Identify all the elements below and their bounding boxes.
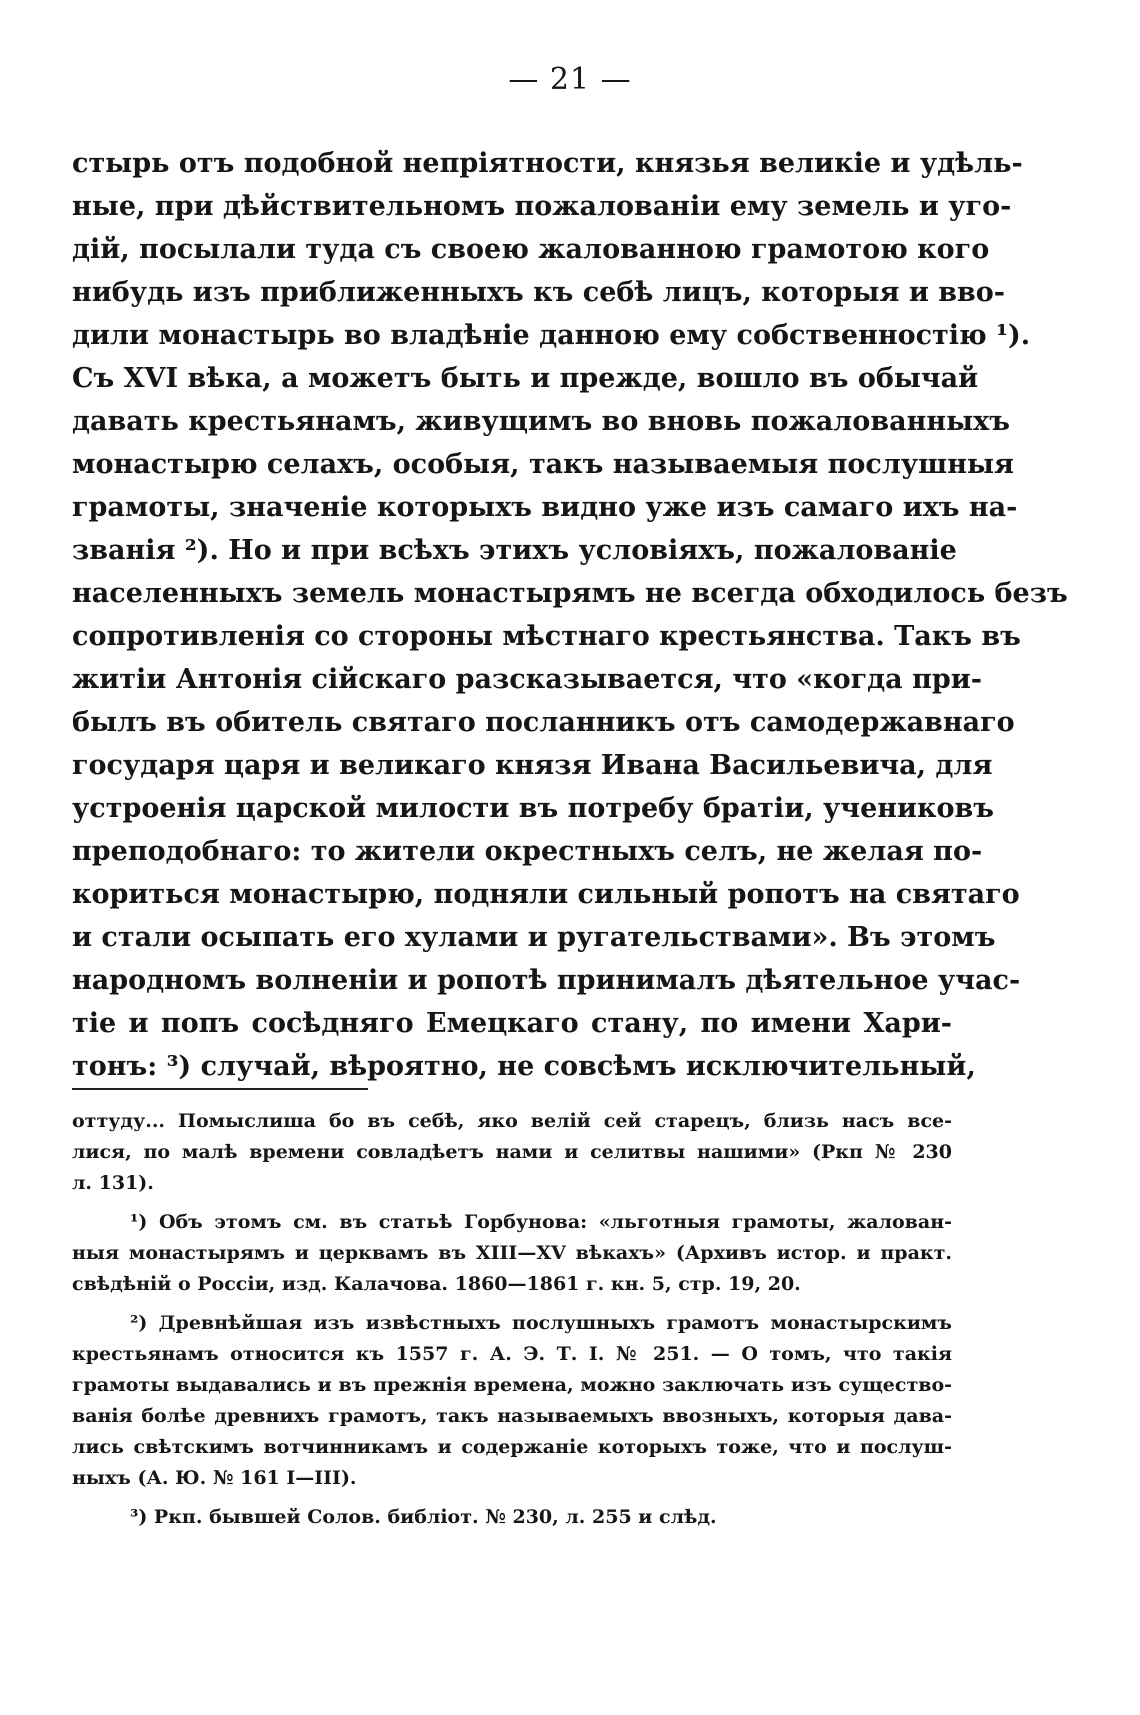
body-line: грамоты, значеніе которыхъ видно уже изъ самаго ихъ на- — [72, 492, 1018, 523]
footnote-line: ¹) Объ этомъ см. въ статьѣ Горбунова: «льготныя грамоты, жалован- — [130, 1211, 952, 1233]
footnote-line: крестьянамъ относится къ 1557 г. А. Э. Т. I. № 251. — О томъ, что такія — [72, 1343, 952, 1365]
footnote-line: свѣдѣній о Россіи, изд. Калачова. 1860—1861 г. кн. 5, стр. 19, 20. — [72, 1273, 801, 1295]
footnote-line: л. 131). — [72, 1172, 154, 1194]
footnote-3 — [72, 1502, 952, 1533]
body-line: званія ²). Но и при всѣхъ этихъ условіяхъ, пожалованіе — [72, 535, 957, 566]
footnote-line: лись свѣтскимъ вотчинникамъ и содержаніе которыхъ тоже, что и послуш- — [72, 1436, 952, 1458]
footnote-line: ³) Ркп. бывшей Солов. библіот. № 230, л. 255 и слѣд. — [130, 1506, 717, 1528]
footnote-1 — [72, 1207, 952, 1300]
footnote-line: ²) Древнѣйшая изъ извѣстныхъ послушныхъ грамотъ монастырскимъ — [130, 1312, 952, 1334]
footnote-line: оттуду... Помыслиша бо въ себѣ, яко велій сей старецъ, близь насъ все- — [72, 1110, 952, 1132]
footnote-separator — [72, 1088, 368, 1090]
footnote-line: грамоты выдавались и въ прежнія времена, можно заключать изъ существо- — [72, 1374, 952, 1396]
body-line: народномъ волненіи и ропотѣ принималъ дѣятельное учас- — [72, 965, 1021, 996]
footnote-line: лися, по малѣ времени совладѣетъ нами и селитвы нашими» (Ркп № 230 — [72, 1141, 952, 1163]
footnotes — [72, 1106, 952, 1533]
body-line: устроенія царской милости въ потребу братіи, учениковъ — [72, 793, 995, 824]
body-line: ные, при дѣйствительномъ пожалованіи ему земель и уго- — [72, 191, 1012, 222]
body-line: дили монастырь во владѣніе данною ему собственностію ¹). — [72, 320, 1031, 351]
body-line: кориться монастырю, подняли сильный ропотъ на святаго — [72, 879, 1020, 910]
body-line: монастырю селахъ, особыя, такъ называемыя послушныя — [72, 449, 1014, 480]
footnote-continuation — [72, 1106, 952, 1199]
body-line: дій, посылали туда съ своею жалованною грамотою кого — [72, 234, 990, 265]
page-number: — 21 — — [508, 62, 632, 97]
footnote-line: ванія болѣе древнихъ грамотъ, такъ называемыхъ ввозныхъ, которыя дава- — [72, 1405, 952, 1427]
footnote-2 — [72, 1308, 952, 1494]
body-line: нибудь изъ приближенныхъ къ себѣ лицъ, которыя и вво- — [72, 277, 1005, 308]
body-line: преподобнаго: то жители окрестныхъ селъ, не желая по- — [72, 836, 983, 867]
body-line: давать крестьянамъ, живущимъ во вновь пожалованныхъ — [72, 406, 1010, 437]
footnote-line: ныхъ (А. Ю. № 161 I—III). — [72, 1467, 357, 1489]
body-line: тонъ: ³) случай, вѣроятно, не совсѣмъ исключительный, — [72, 1051, 976, 1082]
footnote-line: ныя монастырямъ и церквамъ въ XIII—XV вѣкахъ» (Архивъ истор. и практ. — [72, 1242, 952, 1264]
body-line: Съ XVI вѣка, а можетъ быть и прежде, вошло въ обычай — [72, 363, 979, 394]
body-line: стырь отъ подобной непріятности, князья великіе и удѣль- — [72, 148, 1023, 179]
body-line: сопротивленія со стороны мѣстнаго крестьянства. Такъ въ — [72, 621, 1021, 652]
body-line: житіи Антонія сійскаго разсказывается, что «когда при- — [72, 664, 982, 695]
main-text — [72, 142, 1068, 1088]
body-line: населенныхъ земель монастырямъ не всегда обходилось безъ — [72, 578, 1068, 609]
body-line: и стали осыпать его хулами и ругательствами». Въ этомъ — [72, 922, 996, 953]
body-line: государя царя и великаго князя Ивана Васильевича, для — [72, 750, 993, 781]
body-line: тіе и попъ сосѣдняго Емецкаго стану, по имени Хари- — [72, 1008, 952, 1039]
body-line: былъ въ обитель святаго посланникъ отъ самодержавнаго — [72, 707, 1015, 738]
